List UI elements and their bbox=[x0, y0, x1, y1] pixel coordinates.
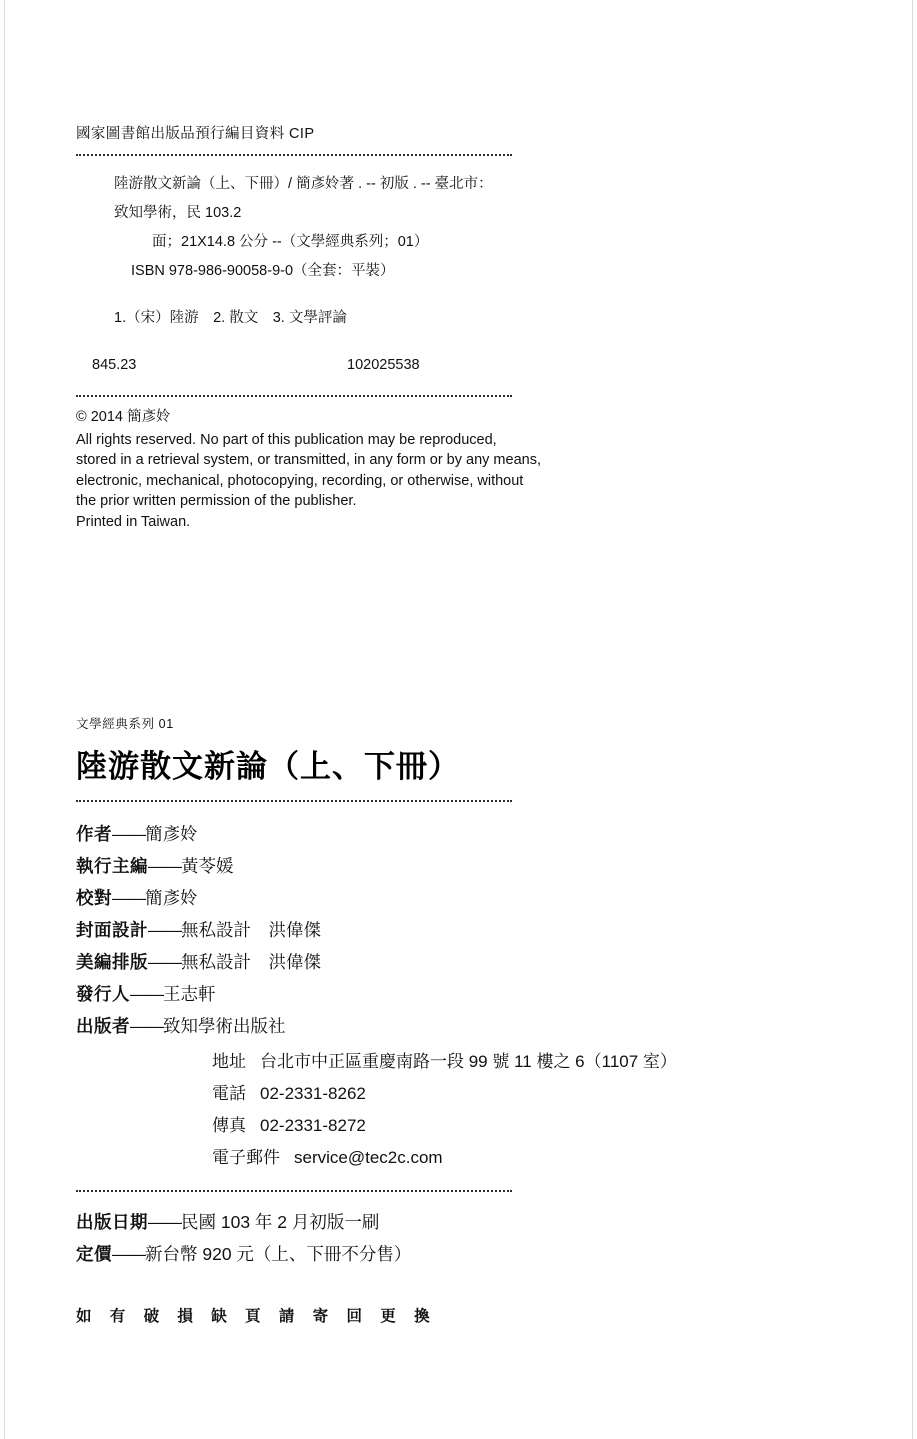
damage-return-notice: 如 有 破 損 缺 頁 請 寄 回 更 換 bbox=[76, 1308, 437, 1325]
credit-value: 無私設計 洪偉傑 bbox=[181, 952, 321, 972]
credit-label: 校對 bbox=[76, 888, 112, 908]
credit-label: 美編排版 bbox=[76, 952, 148, 972]
credit-label: 發行人 bbox=[76, 984, 130, 1004]
cip-isbn-line: ISBN 978-986-90058-9-0（全套：平裝） bbox=[131, 263, 395, 279]
colophon-block bbox=[76, 714, 856, 1326]
publication-dash: —— bbox=[112, 1244, 145, 1264]
contact-key: 地址 bbox=[212, 1052, 246, 1071]
copyright-english-3: electronic, mechanical, photocopying, recording, or otherwise, without bbox=[76, 472, 524, 489]
contact-value: 台北市中正區重慶南路一段 99 號 11 樓之 6（1107 室） bbox=[260, 1052, 677, 1071]
contact-row-email bbox=[76, 1142, 856, 1174]
contact-value-email[interactable]: service@tec2c.com bbox=[294, 1148, 443, 1167]
credit-dash: —— bbox=[148, 920, 181, 940]
cip-line-3: 面；21X14.8 公分 --（文學經典系列；01） bbox=[152, 234, 429, 250]
copyright-english-1: All rights reserved. No part of this publication may be reproduced, bbox=[76, 431, 497, 448]
page-edge-right bbox=[912, 0, 913, 1439]
credit-row-executive-editor bbox=[76, 850, 856, 882]
credit-value: 王志軒 bbox=[163, 984, 216, 1004]
copyright-english-2: stored in a retrieval system, or transmitted, in any form or by any means, bbox=[76, 452, 541, 468]
page-content bbox=[76, 0, 856, 1326]
credit-label: 封面設計 bbox=[76, 920, 148, 940]
credit-label: 出版者 bbox=[76, 1016, 130, 1036]
credit-value: 簡彥姈 bbox=[145, 888, 198, 908]
credit-dash: —— bbox=[112, 824, 145, 844]
publication-row-date bbox=[76, 1206, 856, 1238]
publication-value: 民國 103 年 2 月初版一刷 bbox=[181, 1212, 380, 1232]
cip-heading: 國家圖書館出版品預行編目資料 CIP bbox=[76, 126, 315, 142]
contact-key: 傳真 bbox=[212, 1116, 246, 1135]
contact-key: 電話 bbox=[212, 1084, 246, 1103]
copyright-mark: © 2014 簡彥姈 bbox=[76, 409, 171, 425]
credit-value: 致知學術出版社 bbox=[163, 1016, 286, 1036]
divider-rule-3 bbox=[76, 800, 512, 802]
credit-label: 執行主編 bbox=[76, 856, 148, 876]
divider-rule-1 bbox=[76, 154, 512, 156]
credit-value: 簡彥姈 bbox=[145, 824, 198, 844]
cip-line-1: 陸游散文新論（上、下冊）/ 簡彥姈著 . -- 初版 . -- 臺北市： bbox=[114, 176, 493, 192]
cip-number-row bbox=[76, 351, 856, 380]
credits-list bbox=[76, 818, 856, 1042]
contact-list bbox=[76, 1046, 856, 1174]
contact-value: 02-2331-8262 bbox=[260, 1084, 366, 1103]
publication-value: 新台幣 920 元（上、下冊不分售） bbox=[145, 1244, 412, 1264]
credit-row-publisher-person bbox=[76, 978, 856, 1010]
book-title: 陸游散文新論（上、下冊） bbox=[76, 749, 460, 785]
credit-row-layout bbox=[76, 946, 856, 978]
copyright-english-5: Printed in Taiwan. bbox=[76, 513, 191, 530]
credit-row-proofreading bbox=[76, 882, 856, 914]
cip-record-number: 102025538 bbox=[347, 357, 420, 373]
divider-rule-4 bbox=[76, 1190, 512, 1192]
contact-value: 02-2331-8272 bbox=[260, 1116, 366, 1135]
contact-row-phone bbox=[76, 1078, 856, 1110]
credit-dash: —— bbox=[148, 952, 181, 972]
cip-class-number: 845.23 bbox=[92, 357, 137, 373]
contact-row-address bbox=[76, 1046, 856, 1078]
cip-line-2: 致知學術，民 103.2 bbox=[114, 205, 242, 221]
divider-rule-2 bbox=[76, 395, 512, 397]
credit-dash: —— bbox=[148, 856, 181, 876]
credit-value: 無私設計 洪偉傑 bbox=[181, 920, 321, 940]
contact-row-fax bbox=[76, 1110, 856, 1142]
credit-row-publishing-house bbox=[76, 1010, 856, 1042]
publication-label: 出版日期 bbox=[76, 1212, 148, 1232]
page-edge-left bbox=[4, 0, 5, 1439]
credit-row-author bbox=[76, 818, 856, 850]
credit-dash: —— bbox=[130, 1016, 163, 1036]
publication-row-price bbox=[76, 1238, 856, 1270]
cip-body bbox=[76, 170, 856, 380]
publication-info bbox=[76, 1206, 856, 1270]
publication-label: 定價 bbox=[76, 1244, 112, 1264]
credit-label: 作者 bbox=[76, 824, 112, 844]
credit-dash: —— bbox=[130, 984, 163, 1004]
contact-key: 電子郵件 bbox=[212, 1148, 280, 1167]
copyright-block bbox=[76, 407, 856, 532]
credit-dash: —— bbox=[112, 888, 145, 908]
copyright-english-4: the prior written permission of the publisher. bbox=[76, 493, 357, 509]
credit-row-cover-design bbox=[76, 914, 856, 946]
series-label: 文學經典系列 01 bbox=[76, 717, 174, 731]
publication-dash: —— bbox=[148, 1212, 181, 1232]
cip-subject-line: 1.（宋）陸游 2. 散文 3. 文學評論 bbox=[114, 310, 347, 326]
credit-value: 黃苓媛 bbox=[181, 856, 234, 876]
